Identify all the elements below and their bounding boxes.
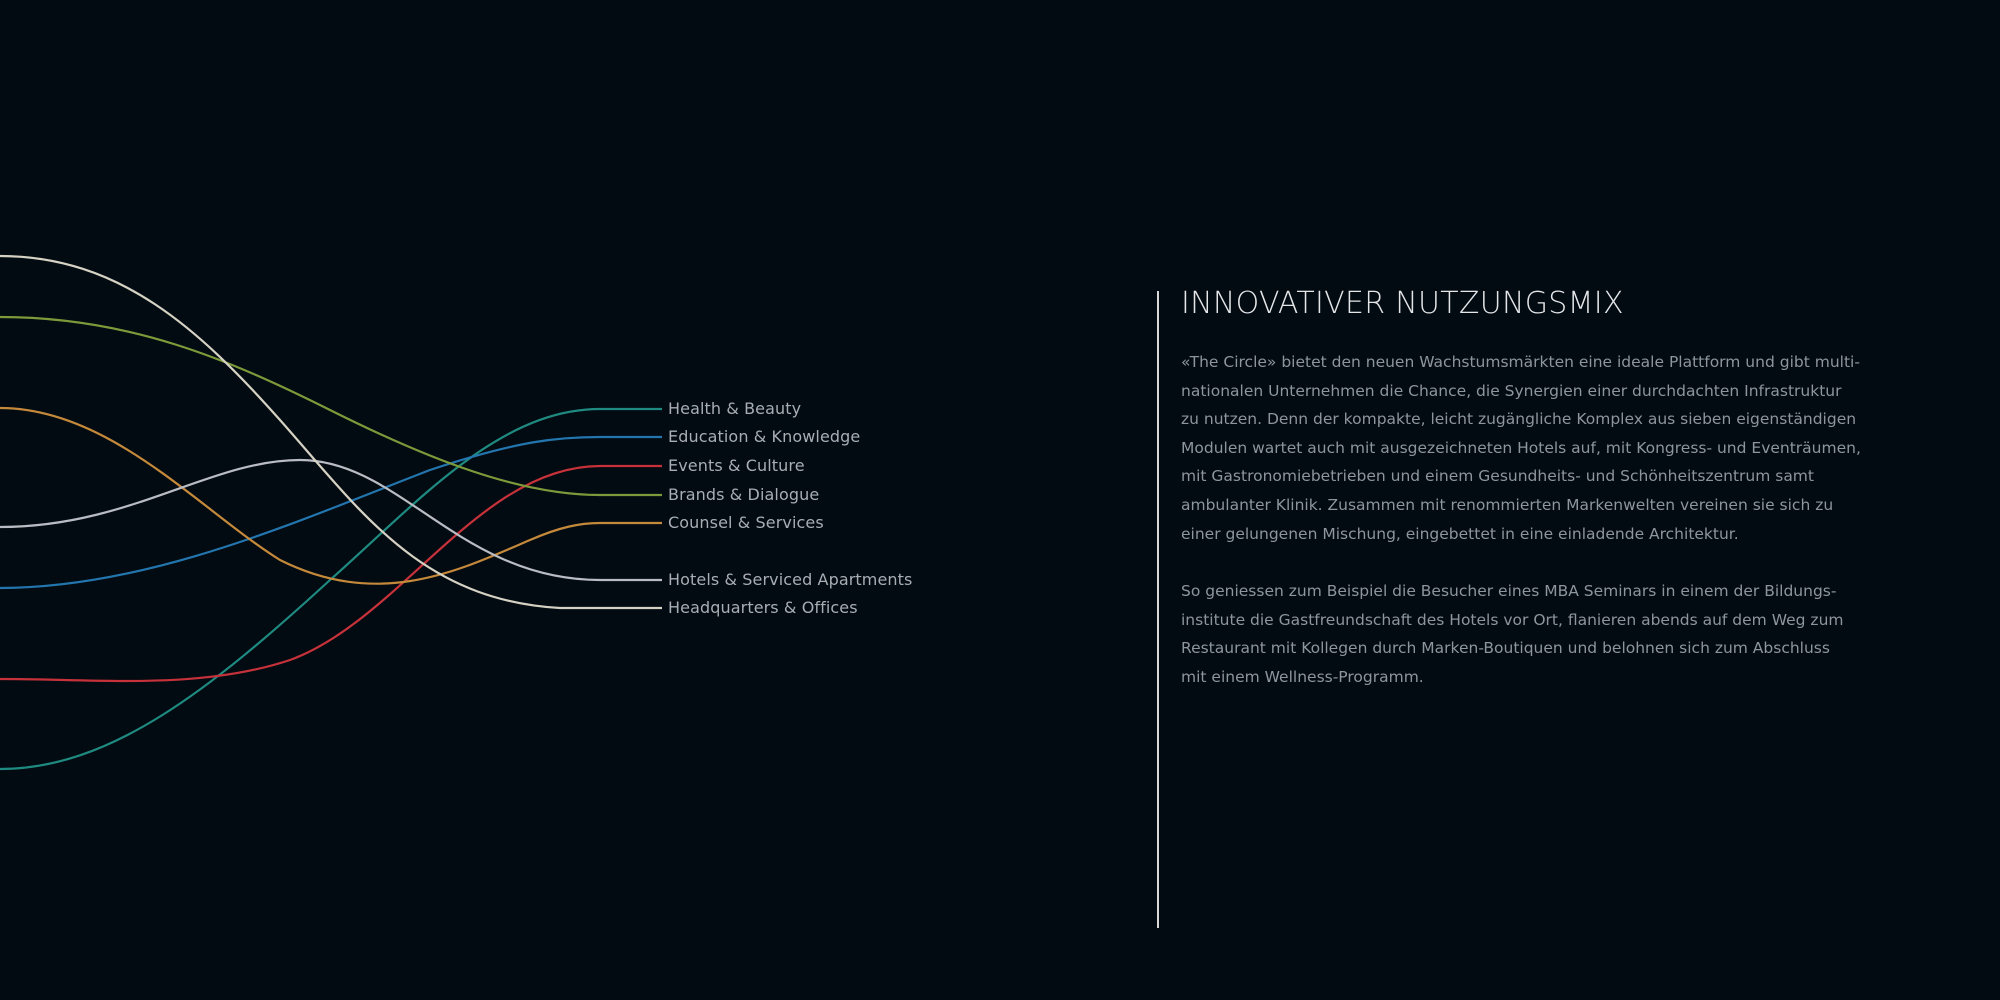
legend-label-education-knowledge: Education & Knowledge xyxy=(668,427,861,446)
flow-line-counsel-services xyxy=(0,408,662,584)
legend-label-health-beauty: Health & Beauty xyxy=(668,399,802,418)
paragraph-line: So geniessen zum Beispiel die Besucher eines MBA Seminars in einem der Bildungs- xyxy=(1181,582,1837,600)
vertical-divider xyxy=(1157,291,1159,928)
flow-line-education-knowledge xyxy=(0,437,662,588)
flow-line-events-culture xyxy=(0,466,662,681)
paragraph-line: Modulen wartet auch mit ausgezeichneten Hotels auf, mit Kongress- und Eventräumen, xyxy=(1181,438,1861,457)
paragraph-line: zu nutzen. Denn der kompakte, leicht zugängliche Komplex aus sieben eigenständigen xyxy=(1181,410,1857,429)
legend-label-hotels-apartments: Hotels & Serviced Apartments xyxy=(668,570,913,589)
paragraph-line: einer gelungenen Mischung, eingebettet in eine einladende Architektur. xyxy=(1181,524,1739,543)
paragraph-line: Restaurant mit Kollegen durch Marken-Boutiquen und belohnen sich zum Abschluss xyxy=(1181,639,1830,658)
body-paragraph-2 xyxy=(1181,577,1844,691)
paragraph-line: «The Circle» bietet den neuen Wachstumsmärkten eine ideale Plattform und gibt multi- xyxy=(1181,353,1860,371)
paragraph-line: mit Gastronomiebetrieben und einem Gesundheits- und Schönheitszentrum samt xyxy=(1181,467,1814,486)
paragraph-line: ambulanter Klinik. Zusammen mit renommierten Markenwelten vereinen sie sich zu xyxy=(1181,495,1834,514)
paragraph-line: institute die Gastfreundschaft des Hotels vor Ort, flanieren abends auf dem Weg zum xyxy=(1181,610,1844,629)
paragraph-line: nationalen Unternehmen die Chance, die Synergien einer durchdachten Infrastruktur xyxy=(1181,381,1842,400)
body-paragraph-1 xyxy=(1181,348,1861,548)
legend-label-brands-dialogue: Brands & Dialogue xyxy=(668,485,820,504)
flow-line-headquarters-offices xyxy=(0,256,662,608)
legend-label-events-culture: Events & Culture xyxy=(668,456,805,475)
page-title: INNOVATIVER NUTZUNGSMIX xyxy=(1181,286,1624,321)
legend-label-headquarters-offices: Headquarters & Offices xyxy=(668,598,858,617)
legend-label-counsel-services: Counsel & Services xyxy=(668,513,824,532)
flow-line-brands-dialogue xyxy=(0,317,662,495)
paragraph-line: mit einem Wellness-Programm. xyxy=(1181,667,1424,686)
